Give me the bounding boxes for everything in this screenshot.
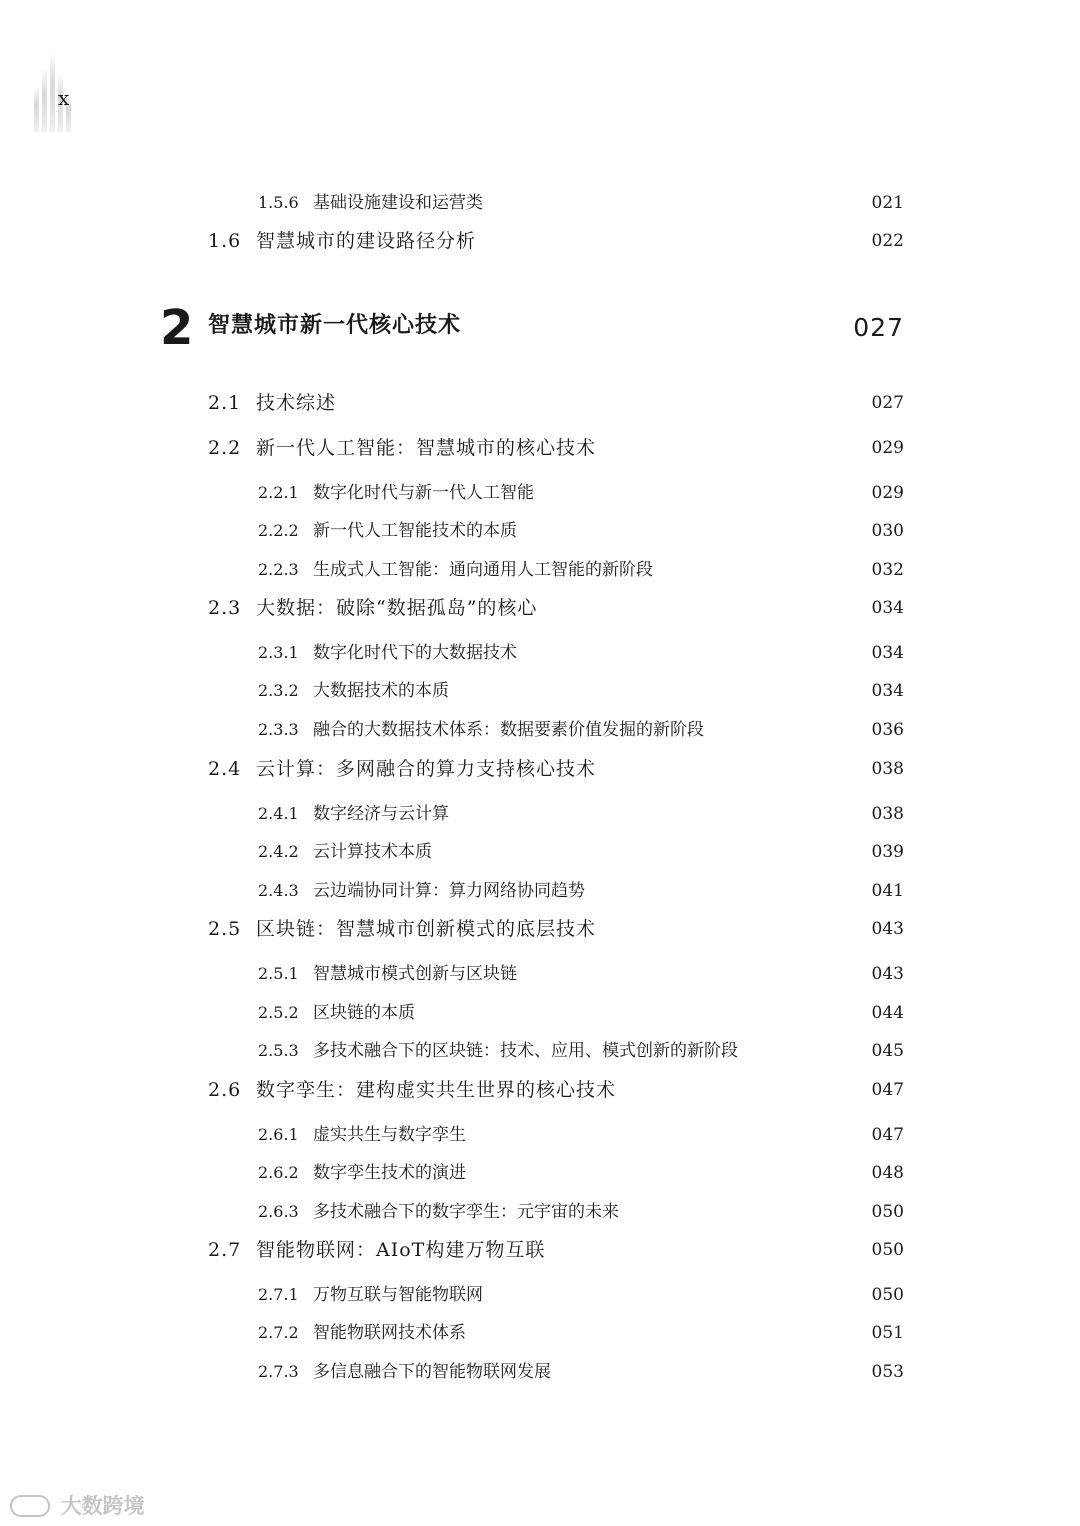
entry-page: 032 <box>871 560 904 580</box>
toc-subsection-entry <box>0 674 1080 708</box>
entry-number: 2.6.3 <box>258 1202 299 1221</box>
entry-number: 1.6 <box>208 230 242 252</box>
toc-subsection-entry <box>0 636 1080 670</box>
entry-number: 2.6.1 <box>258 1125 299 1144</box>
entry-number: 2.5.3 <box>258 1041 299 1060</box>
entry-page: 053 <box>871 1362 904 1382</box>
entry-number: 2.5.2 <box>258 1003 299 1022</box>
entry-page: 043 <box>871 919 904 939</box>
toc-section-entry <box>0 431 1080 465</box>
entry-title: 基础设施建设和运营类 <box>313 193 483 213</box>
toc-subsection-entry <box>0 1156 1080 1190</box>
entry-title: 生成式人工智能：通向通用人工智能的新阶段 <box>313 560 653 580</box>
toc-section-entry <box>0 1073 1080 1107</box>
entry-number: 1.5.6 <box>258 193 299 212</box>
entry-title: 云边端协同计算：算力网络协同趋势 <box>313 881 585 901</box>
toc-subsection-entry <box>0 514 1080 548</box>
entry-page: 045 <box>871 1041 904 1061</box>
entry-page: 030 <box>871 521 904 541</box>
entry-number: 2.7 <box>208 1239 242 1261</box>
entry-title: 虚实共生与数字孪生 <box>313 1125 466 1145</box>
entry-title: 数字化时代下的大数据技术 <box>313 643 517 663</box>
entry-number: 2.2.3 <box>258 560 299 579</box>
entry-number: 2.2.2 <box>258 521 299 540</box>
entry-title: 智慧城市模式创新与区块链 <box>313 964 517 984</box>
entry-title: 融合的大数据技术体系：数据要素价值发掘的新阶段 <box>313 720 704 740</box>
toc-subsection-entry <box>0 476 1080 510</box>
toc-subsection-entry <box>0 957 1080 991</box>
toc-subsection-entry <box>0 713 1080 747</box>
toc-subsection-entry <box>0 1278 1080 1312</box>
watermark <box>10 1490 145 1520</box>
entry-title: 区块链的本质 <box>313 1003 415 1023</box>
entry-title: 云计算：多网融合的算力支持核心技术 <box>256 758 597 780</box>
entry-title: 大数据技术的本质 <box>313 681 449 701</box>
toc-section-entry <box>0 591 1080 625</box>
entry-title: 新一代人工智能技术的本质 <box>313 521 517 541</box>
toc-subsection-entry <box>0 1034 1080 1068</box>
toc-section-entry <box>0 752 1080 786</box>
entry-number: 2.2.1 <box>258 483 299 502</box>
entry-number: 2.4 <box>208 758 242 780</box>
toc-subsection-entry <box>0 1316 1080 1350</box>
entry-title: 多技术融合下的区块链：技术、应用、模式创新的新阶段 <box>313 1041 738 1061</box>
entry-number: 2.7.3 <box>258 1362 299 1381</box>
entry-number: 2.6.2 <box>258 1163 299 1182</box>
entry-number: 2.7.2 <box>258 1323 299 1342</box>
wechat-logo-icon <box>10 1495 50 1517</box>
entry-title: 云计算技术本质 <box>313 842 432 862</box>
entry-number: 2.3.1 <box>258 643 299 662</box>
entry-title: 智能物联网：AIoT构建万物互联 <box>256 1239 546 1261</box>
entry-page: 022 <box>871 231 904 251</box>
entry-page: 034 <box>871 643 904 663</box>
toc-subsection-entry <box>0 797 1080 831</box>
entry-title: 区块链：智慧城市创新模式的底层技术 <box>256 918 597 940</box>
entry-number: 2.5.1 <box>258 964 299 983</box>
toc-section-entry <box>0 224 1080 258</box>
chapter-number: 2 <box>160 300 194 356</box>
entry-page: 038 <box>871 804 904 824</box>
chapter-page: 027 <box>853 313 904 342</box>
toc-section-entry <box>0 1233 1080 1267</box>
chapter-title: 智慧城市新一代核心技术 <box>208 313 462 338</box>
entry-title: 万物互联与智能物联网 <box>313 1285 483 1305</box>
entry-page: 027 <box>871 393 904 413</box>
entry-page: 050 <box>871 1240 904 1260</box>
entry-title: 智能物联网技术体系 <box>313 1323 466 1343</box>
entry-number: 2.2 <box>208 437 242 459</box>
entry-number: 2.4.1 <box>258 804 299 823</box>
entry-title: 数字化时代与新一代人工智能 <box>313 483 534 503</box>
entry-title: 数字经济与云计算 <box>313 804 449 824</box>
entry-number: 2.4.2 <box>258 842 299 861</box>
toc-subsection-entry <box>0 553 1080 587</box>
entry-page: 048 <box>871 1163 904 1183</box>
entry-page: 041 <box>871 881 904 901</box>
entry-page: 034 <box>871 598 904 618</box>
entry-number: 2.4.3 <box>258 881 299 900</box>
toc-section-entry <box>0 912 1080 946</box>
entry-page: 051 <box>871 1323 904 1343</box>
toc-subsection-entry <box>0 186 1080 220</box>
toc-subsection-entry <box>0 1195 1080 1229</box>
toc-subsection-entry <box>0 1118 1080 1152</box>
entry-title: 智慧城市的建设路径分析 <box>256 230 477 252</box>
toc-section-entry <box>0 386 1080 420</box>
entry-page: 039 <box>871 842 904 862</box>
entry-page: 038 <box>871 759 904 779</box>
entry-number: 2.3.2 <box>258 681 299 700</box>
entry-page: 029 <box>871 438 904 458</box>
entry-number: 2.5 <box>208 918 242 940</box>
entry-page: 043 <box>871 964 904 984</box>
entry-number: 2.7.1 <box>258 1285 299 1304</box>
entry-page: 047 <box>871 1125 904 1145</box>
toc-subsection-entry <box>0 835 1080 869</box>
entry-title: 新一代人工智能：智慧城市的核心技术 <box>256 437 597 459</box>
entry-number: 2.3.3 <box>258 720 299 739</box>
entry-title: 大数据：破除“数据孤岛”的核心 <box>256 597 538 619</box>
entry-page: 044 <box>871 1003 904 1023</box>
entry-page: 050 <box>871 1285 904 1305</box>
corner-decoration <box>30 48 78 132</box>
entry-page: 029 <box>871 483 904 503</box>
entry-number: 2.3 <box>208 597 242 619</box>
entry-title: 数字孪生技术的演进 <box>313 1163 466 1183</box>
entry-title: 技术综述 <box>256 392 337 414</box>
entry-title: 数字孪生：建构虚实共生世界的核心技术 <box>256 1079 617 1101</box>
toc-subsection-entry <box>0 874 1080 908</box>
toc-subsection-entry <box>0 996 1080 1030</box>
chapter-heading <box>0 298 1080 358</box>
page-number: x <box>58 86 70 110</box>
watermark-text: 大数跨境 <box>60 1494 145 1518</box>
entry-page: 050 <box>871 1202 904 1222</box>
entry-page: 021 <box>871 193 904 213</box>
entry-title: 多技术融合下的数字孪生：元宇宙的未来 <box>313 1202 619 1222</box>
entry-number: 2.6 <box>208 1079 242 1101</box>
entry-page: 036 <box>871 720 904 740</box>
entry-title: 多信息融合下的智能物联网发展 <box>313 1362 551 1382</box>
entry-page: 034 <box>871 681 904 701</box>
entry-page: 047 <box>871 1080 904 1100</box>
entry-number: 2.1 <box>208 392 242 414</box>
toc-subsection-entry <box>0 1355 1080 1389</box>
